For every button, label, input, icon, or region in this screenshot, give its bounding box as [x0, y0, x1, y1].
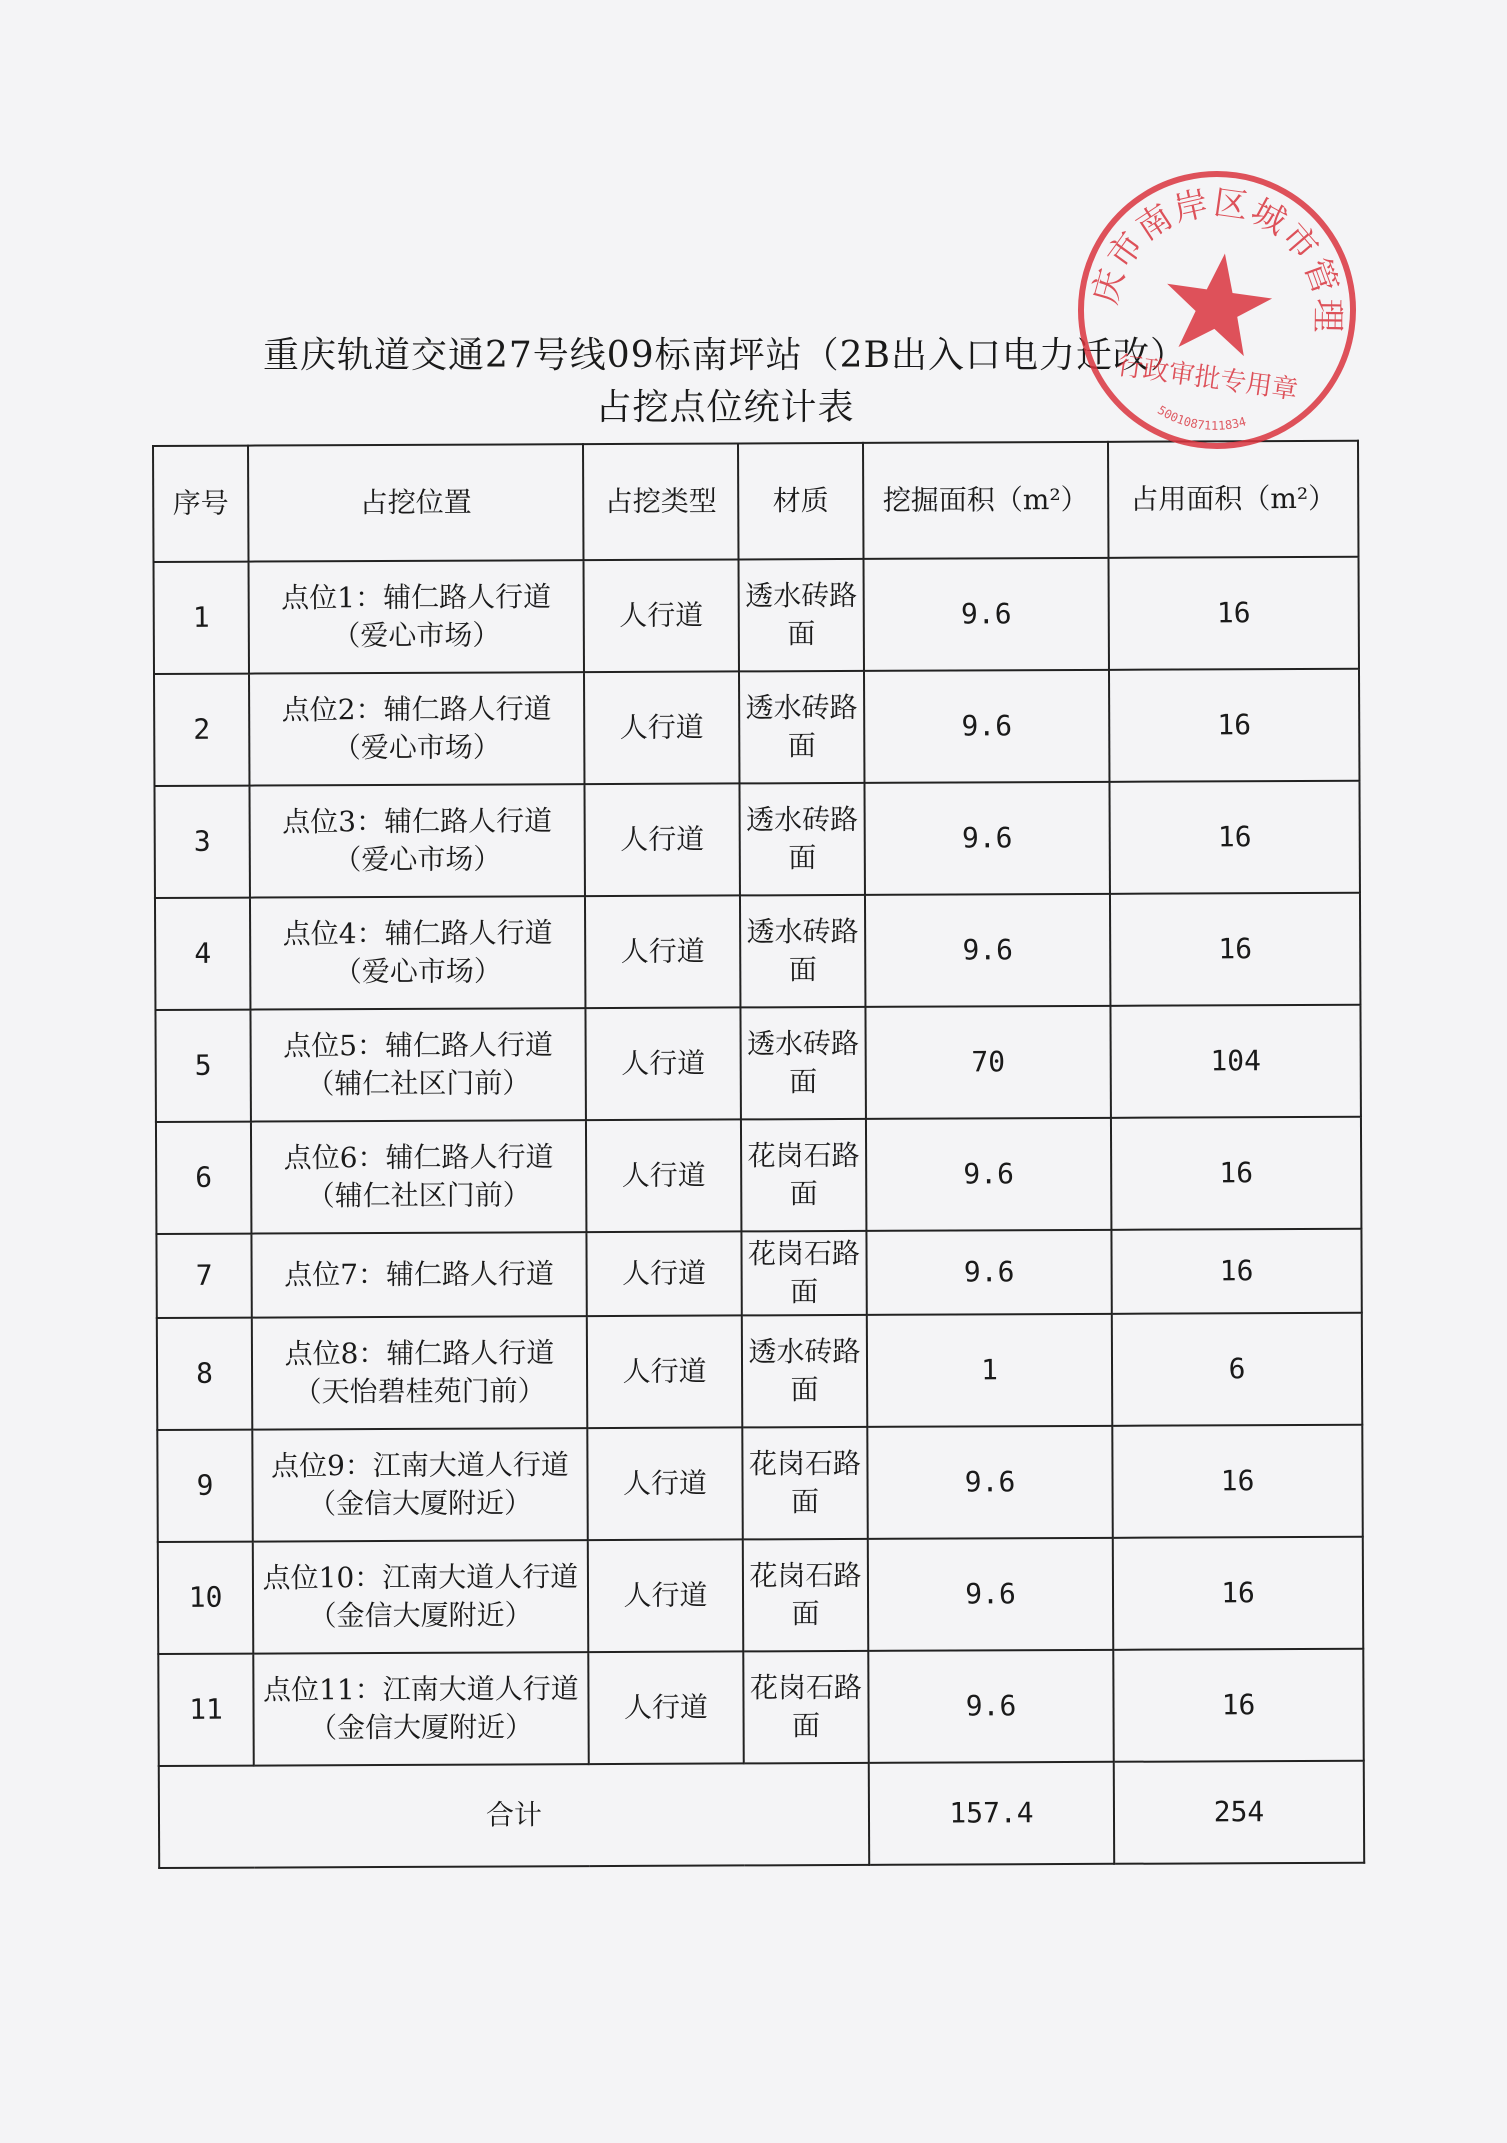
- cell-seq: 5: [155, 1010, 250, 1122]
- cell-location: 点位9：江南大道人行道（金信大厦附近）: [252, 1428, 587, 1541]
- cell-material: 透水砖路面: [742, 1315, 867, 1428]
- table-row: [154, 557, 1359, 674]
- cell-material: 花岗石路面: [743, 1539, 868, 1652]
- cell-occupy-area: 16: [1109, 781, 1359, 894]
- cell-location: 点位10：江南大道人行道（金信大厦附近）: [253, 1540, 588, 1653]
- cell-dig-area: 9.6: [866, 1118, 1111, 1231]
- cell-location: 点位7：辅仁路人行道: [251, 1232, 586, 1317]
- cell-dig-area: 1: [867, 1314, 1112, 1427]
- cell-seq: 9: [157, 1430, 252, 1542]
- title-line-2: 占挖点位统计表: [595, 387, 855, 428]
- cell-material: 透水砖路面: [740, 895, 865, 1008]
- cell-occupy-area: 104: [1110, 1005, 1360, 1118]
- table-row: [154, 669, 1359, 786]
- seal-top-text: 重庆市南岸区城市管理局: [1085, 182, 1348, 335]
- cell-occupy-area: 16: [1110, 893, 1360, 1006]
- table-row: [157, 1313, 1362, 1430]
- table-row: [155, 1005, 1360, 1122]
- cell-occupy-area: 16: [1113, 1649, 1363, 1762]
- cell-seq: 4: [155, 898, 250, 1010]
- official-seal: [1053, 146, 1381, 474]
- seal-bottom-text: 行政审批专用章: [1115, 350, 1300, 406]
- cell-type: 人行道: [585, 895, 740, 1008]
- cell-dig-area: 9.6: [868, 1650, 1113, 1763]
- cell-material: 透水砖路面: [739, 783, 864, 896]
- cell-material: 透水砖路面: [739, 671, 864, 784]
- cell-type: 人行道: [584, 559, 739, 672]
- cell-type: 人行道: [586, 1119, 741, 1232]
- cell-dig-area: 9.6: [867, 1426, 1112, 1539]
- cell-occupy-area: 16: [1109, 557, 1359, 670]
- table-row: [158, 1649, 1363, 1766]
- cell-seq: 3: [154, 786, 249, 898]
- total-label: 合计: [159, 1763, 869, 1868]
- cell-material: 花岗石路面: [741, 1231, 866, 1316]
- cell-material: 花岗石路面: [742, 1427, 867, 1540]
- total-dig-area: 157.4: [869, 1762, 1114, 1865]
- table-row: [156, 1117, 1361, 1234]
- excavation-stats-table: [152, 440, 1365, 1869]
- cell-seq: 6: [156, 1122, 251, 1234]
- header-dig-area: 挖掘面积（m²）: [863, 442, 1109, 559]
- table-row: [157, 1425, 1362, 1542]
- table-row: [154, 781, 1359, 898]
- cell-location: 点位2：辅仁路人行道（爱心市场）: [249, 672, 584, 785]
- cell-dig-area: 9.6: [868, 1538, 1113, 1651]
- cell-location: 点位8：辅仁路人行道（天怡碧桂苑门前）: [252, 1316, 587, 1429]
- cell-occupy-area: 16: [1113, 1537, 1363, 1650]
- cell-type: 人行道: [584, 671, 739, 784]
- cell-dig-area: 9.6: [864, 782, 1109, 895]
- cell-location: 点位6：辅仁路人行道（辅仁社区门前）: [251, 1120, 586, 1233]
- cell-dig-area: 70: [865, 1006, 1110, 1119]
- cell-dig-area: 9.6: [865, 894, 1110, 1007]
- table-row: [158, 1537, 1363, 1654]
- cell-type: 人行道: [587, 1427, 742, 1540]
- table-row: [156, 1229, 1361, 1318]
- header-occupy-area: 占用面积（m²）: [1108, 441, 1359, 558]
- cell-type: 人行道: [585, 1007, 740, 1120]
- header-seq: 序号: [153, 446, 249, 562]
- title-line-1: 重庆轨道交通27号线09标南坪站（2B出入口电力迁改）: [263, 335, 1187, 376]
- cell-dig-area: 9.6: [866, 1230, 1111, 1315]
- header-type: 占挖类型: [583, 443, 739, 560]
- cell-occupy-area: 16: [1111, 1229, 1361, 1314]
- cell-seq: 11: [158, 1654, 253, 1766]
- cell-type: 人行道: [584, 783, 739, 896]
- cell-location: 点位3：辅仁路人行道（爱心市场）: [249, 784, 584, 897]
- cell-location: 点位1：辅仁路人行道（爱心市场）: [249, 560, 584, 673]
- total-row: [159, 1761, 1364, 1868]
- cell-material: 透水砖路面: [740, 1007, 865, 1120]
- cell-seq: 7: [156, 1234, 251, 1318]
- cell-type: 人行道: [588, 1651, 743, 1764]
- table-row: [155, 893, 1360, 1010]
- cell-seq: 10: [158, 1542, 253, 1654]
- cell-dig-area: 9.6: [864, 558, 1109, 671]
- cell-material: 透水砖路面: [739, 559, 864, 672]
- cell-location: 点位4：辅仁路人行道（爱心市场）: [250, 896, 585, 1009]
- seal-graphic: [1053, 146, 1381, 474]
- cell-seq: 2: [154, 674, 249, 786]
- header-location: 占挖位置: [248, 444, 584, 561]
- cell-occupy-area: 6: [1112, 1313, 1362, 1426]
- cell-type: 人行道: [587, 1315, 742, 1428]
- cell-seq: 1: [154, 562, 249, 674]
- cell-type: 人行道: [588, 1539, 743, 1652]
- cell-material: 花岗石路面: [741, 1119, 866, 1232]
- star-icon: [1159, 246, 1278, 359]
- cell-occupy-area: 16: [1109, 669, 1359, 782]
- svg-text:5001087111834: [1154, 402, 1250, 438]
- cell-occupy-area: 16: [1111, 1117, 1361, 1230]
- cell-occupy-area: 16: [1112, 1425, 1362, 1538]
- cell-seq: 8: [157, 1318, 252, 1430]
- cell-material: 花岗石路面: [743, 1651, 868, 1764]
- total-occupy-area: 254: [1114, 1761, 1364, 1864]
- header-material: 材质: [738, 443, 864, 560]
- cell-location: 点位5：辅仁路人行道（辅仁社区门前）: [250, 1008, 585, 1121]
- seal-number: 5001087111834: [1155, 402, 1248, 433]
- cell-dig-area: 9.6: [864, 670, 1109, 783]
- table-header-row: [153, 441, 1358, 562]
- cell-type: 人行道: [586, 1231, 741, 1316]
- cell-location: 点位11：江南大道人行道（金信大厦附近）: [253, 1652, 588, 1765]
